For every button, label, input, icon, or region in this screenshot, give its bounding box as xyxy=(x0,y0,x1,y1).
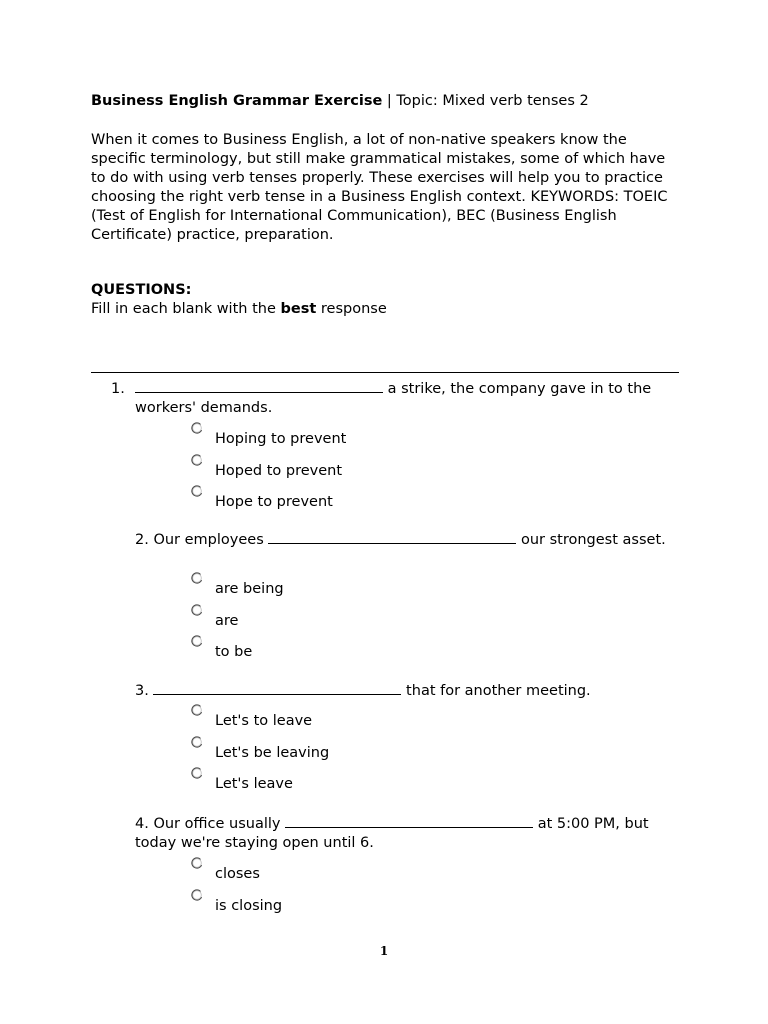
answer-blank xyxy=(135,380,383,393)
option-label: Hope to prevent xyxy=(215,494,333,510)
question-number: 1. xyxy=(111,381,125,397)
option-label: Let's to leave xyxy=(215,713,313,729)
answer-blank xyxy=(268,531,516,544)
question-2: 2. Our employees our strongest asset. are being are to be xyxy=(135,532,666,660)
option-label: are xyxy=(215,613,239,629)
radio-icon[interactable] xyxy=(191,704,203,716)
radio-icon[interactable] xyxy=(191,572,203,584)
radio-icon[interactable] xyxy=(191,857,203,869)
title-bold: Business English Grammar Exercise xyxy=(91,93,383,109)
radio-icon[interactable] xyxy=(191,889,203,901)
radio-icon[interactable] xyxy=(191,767,203,779)
instruction-bold: best xyxy=(280,301,317,317)
question-number: 3. xyxy=(135,683,149,699)
option-label: Let's be leaving xyxy=(215,745,330,761)
instruction-text: Fill in each blank with the best response xyxy=(91,301,387,317)
question-number: 2. xyxy=(135,532,149,548)
option-label: to be xyxy=(215,644,253,660)
divider xyxy=(91,372,679,373)
option-label: is closing xyxy=(215,898,283,914)
question-3: 3. that for another meeting. Let's to leave Let's be leaving Let's leave xyxy=(135,683,591,792)
radio-icon[interactable] xyxy=(191,635,203,647)
radio-icon[interactable] xyxy=(191,604,203,616)
radio-icon[interactable] xyxy=(191,454,203,466)
document-title xyxy=(91,93,589,109)
question-number: 4. xyxy=(135,816,149,832)
page-number: 1 xyxy=(379,944,389,958)
question-4: 4. Our office usually at 5:00 PM, but today we're staying open until 6. closes is closing xyxy=(135,816,649,914)
option-label: Hoping to prevent xyxy=(215,431,347,447)
radio-icon[interactable] xyxy=(191,736,203,748)
option-label: Hoped to prevent xyxy=(215,463,343,479)
intro-paragraph: When it comes to Business English, a lot of non-native speakers know the specific terminology, but still make grammatical mistakes, some of which have to do with using verb tenses properly. These exercises will help you to practice choosing the right verb tense in a Business English context. KEYWORDS: TOEIC (Test of English for International Communication), BEC (Business English Certificate) practice, preparation. xyxy=(91,132,668,243)
title-topic: | Topic: Mixed verb tenses 2 xyxy=(382,93,589,109)
radio-icon[interactable] xyxy=(191,485,203,497)
option-label: are being xyxy=(215,581,284,597)
radio-icon[interactable] xyxy=(191,422,203,434)
answer-blank xyxy=(285,815,533,828)
answer-blank xyxy=(153,682,401,695)
question-1: 1. a strike, the company gave in to the workers' demands. Hoping to prevent Hoped to prevent Hope to prevent xyxy=(111,381,652,510)
questions-heading: QUESTIONS: xyxy=(91,282,192,298)
option-label: Let's leave xyxy=(215,776,293,792)
option-label: closes xyxy=(215,866,260,882)
